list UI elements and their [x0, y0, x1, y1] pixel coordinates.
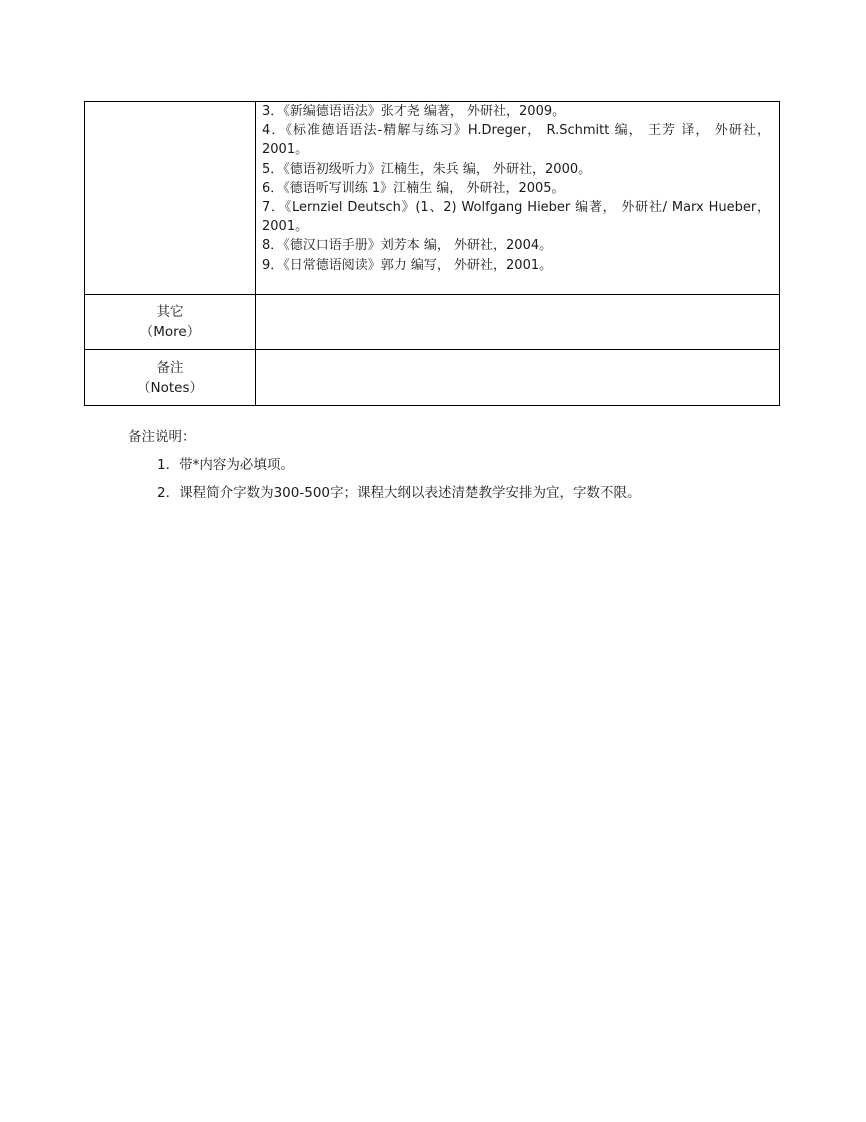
reference-item-8: 8．《德汉口语手册》刘芳本 编， 外研社，2004。	[262, 238, 553, 254]
footnotes-list	[128, 454, 768, 504]
notes-label-en: （Notes）	[137, 379, 203, 396]
notes-row	[85, 350, 780, 406]
reference-item-7: 7．《Lernziel Deutsch》(1、2) Wolfgang Hieber 编著， 外研社/ Marx Hueber，2001。	[262, 200, 770, 235]
more-label-en: （More）	[139, 324, 201, 340]
footnotes-heading: 备注说明：	[128, 429, 196, 445]
notes-label-cn: 备注	[156, 359, 184, 376]
reference-item-6: 6．《德语听写训练 1》江楠生 编， 外研社，2005。	[262, 180, 565, 196]
notes-label-cell	[85, 350, 256, 406]
reference-item-9: 9．《日常德语阅读》郭力 编写， 外研社，2001。	[262, 257, 553, 273]
reference-item-4: 4．《标准德语语法-精解与练习》H.Dreger， R.Schmitt 编， 王芳 译， 外研社，2001。	[262, 123, 770, 158]
more-label-cell	[85, 295, 256, 350]
more-row	[85, 295, 780, 350]
footnotes-section	[128, 426, 768, 510]
reference-list	[262, 102, 770, 275]
more-value-cell	[256, 295, 780, 350]
references-row	[85, 102, 780, 295]
reference-item-3: 3．《新编德语语法》张才尧 编著， 外研社，2009。	[262, 104, 566, 119]
course-info-table	[84, 101, 780, 406]
references-content-cell	[256, 102, 780, 295]
reference-item-5: 5．《德语初级听力》江楠生，朱兵 编， 外研社，2000。	[262, 161, 592, 177]
references-label-cell	[85, 102, 256, 295]
footnote-item-2: 2．课程简介字数为300-500字；课程大纲以表述清楚教学安排为宜，字数不限。	[157, 485, 641, 501]
more-label-cn: 其它	[156, 304, 184, 320]
notes-value-cell	[256, 350, 780, 406]
footnote-item-1: 1．带*内容为必填项。	[157, 457, 294, 473]
